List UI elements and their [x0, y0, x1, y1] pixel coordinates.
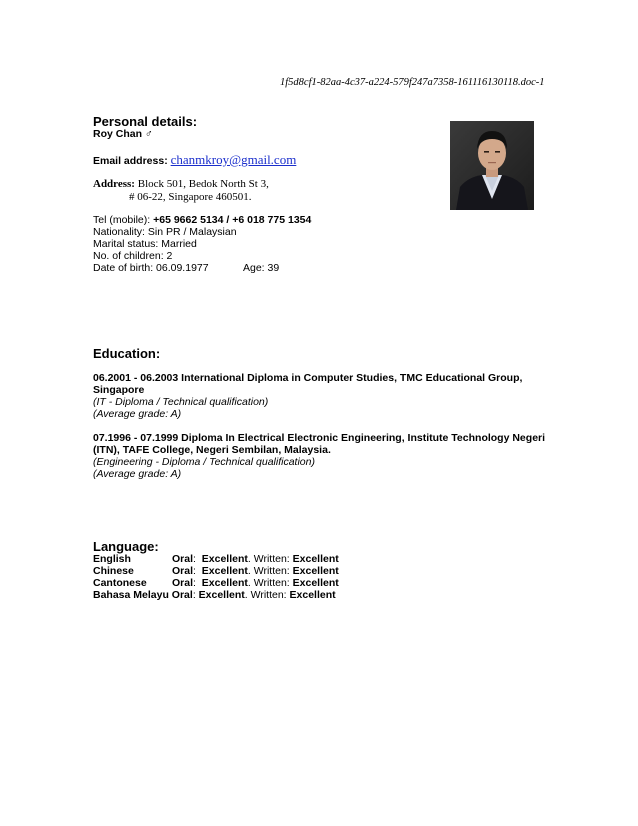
- language-heading: Language:: [93, 539, 159, 554]
- date-of-birth: Date of birth: 06.09.1977: [93, 262, 209, 274]
- written-label: Written:: [253, 553, 290, 565]
- written-label: Written:: [253, 565, 290, 577]
- address-label: Address:: [93, 178, 135, 190]
- applicant-name: Roy Chan: [93, 128, 143, 140]
- telephone-value: +65 9662 5134 / +6 018 775 1354: [153, 214, 312, 226]
- email-link[interactable]: chanmkroy@gmail.com: [170, 152, 297, 167]
- oral-label: Oral: [172, 565, 194, 577]
- education-2-grade: (Average grade: A): [93, 468, 182, 480]
- oral-level: Excellent: [201, 553, 248, 565]
- number-of-children: No. of children: 2: [93, 250, 173, 262]
- oral-level: Excellent: [198, 589, 245, 601]
- language-row-english: English Oral: Excellent. Written: Excellent: [93, 553, 339, 565]
- oral-level: Excellent: [201, 565, 248, 577]
- language-row-bahasa-melayu: Bahasa Melayu Oral: Excellent. Written: Excellent: [93, 589, 336, 601]
- email-label: Email address:: [93, 155, 168, 167]
- education-2-qualification: (Engineering - Diploma / Technical qualification): [93, 456, 315, 468]
- written-level: Excellent: [289, 589, 336, 601]
- education-1-title-line-1: 06.2001 - 06.2003 International Diploma in Computer Studies, TMC Educational Group,: [93, 372, 523, 384]
- language-name: English: [93, 553, 131, 565]
- oral-label: Oral: [171, 589, 193, 601]
- telephone-label: Tel (mobile):: [93, 214, 151, 226]
- education-2-title-line-2: (ITN), TAFE College, Negeri Sembilan, Malaysia.: [93, 444, 331, 456]
- education-heading: Education:: [93, 346, 161, 361]
- education-2-title-line-1: 07.1996 - 07.1999 Diploma In Electrical Electronic Engineering, Institute Technology Negeri: [93, 432, 546, 444]
- portrait-icon: [450, 121, 534, 210]
- document-id: 1f5d8cf1-82aa-4c37-a224-579f247a7358-161116130118.doc-1: [280, 77, 545, 88]
- age: Age: 39: [243, 262, 280, 274]
- oral-label: Oral: [172, 553, 194, 565]
- written-label: Written:: [250, 589, 287, 601]
- oral-label: Oral: [172, 577, 194, 589]
- written-label: Written:: [253, 577, 290, 589]
- personal-details-heading: Personal details:: [93, 114, 198, 129]
- written-level: Excellent: [292, 553, 339, 565]
- address-street: Block 501, Bedok North St 3,: [137, 178, 269, 190]
- language-name: Chinese: [93, 565, 134, 577]
- language-name: Bahasa Melayu: [93, 589, 169, 601]
- profile-photo: [450, 121, 534, 210]
- written-level: Excellent: [292, 577, 339, 589]
- education-1-grade: (Average grade: A): [93, 408, 182, 420]
- language-row-chinese: Chinese Oral: Excellent. Written: Excellent: [93, 565, 339, 577]
- address-line-1: [93, 178, 269, 191]
- male-symbol-icon: ♂: [144, 128, 153, 140]
- language-name: Cantonese: [93, 577, 147, 589]
- telephone-line: [93, 214, 311, 227]
- email-line: [93, 152, 296, 169]
- education-1-title-line-2: Singapore: [93, 384, 145, 396]
- language-row-cantonese: Cantonese Oral: Excellent. Written: Excellent: [93, 577, 339, 589]
- address-line-2: # 06-22, Singapore 460501.: [129, 191, 252, 203]
- applicant-name-line: [93, 128, 153, 141]
- education-1-qualification: (IT - Diploma / Technical qualification): [93, 396, 269, 408]
- written-level: Excellent: [292, 565, 339, 577]
- marital-status: Marital status: Married: [93, 238, 197, 250]
- nationality: Nationality: Sin PR / Malaysian: [93, 226, 237, 238]
- oral-level: Excellent: [201, 577, 248, 589]
